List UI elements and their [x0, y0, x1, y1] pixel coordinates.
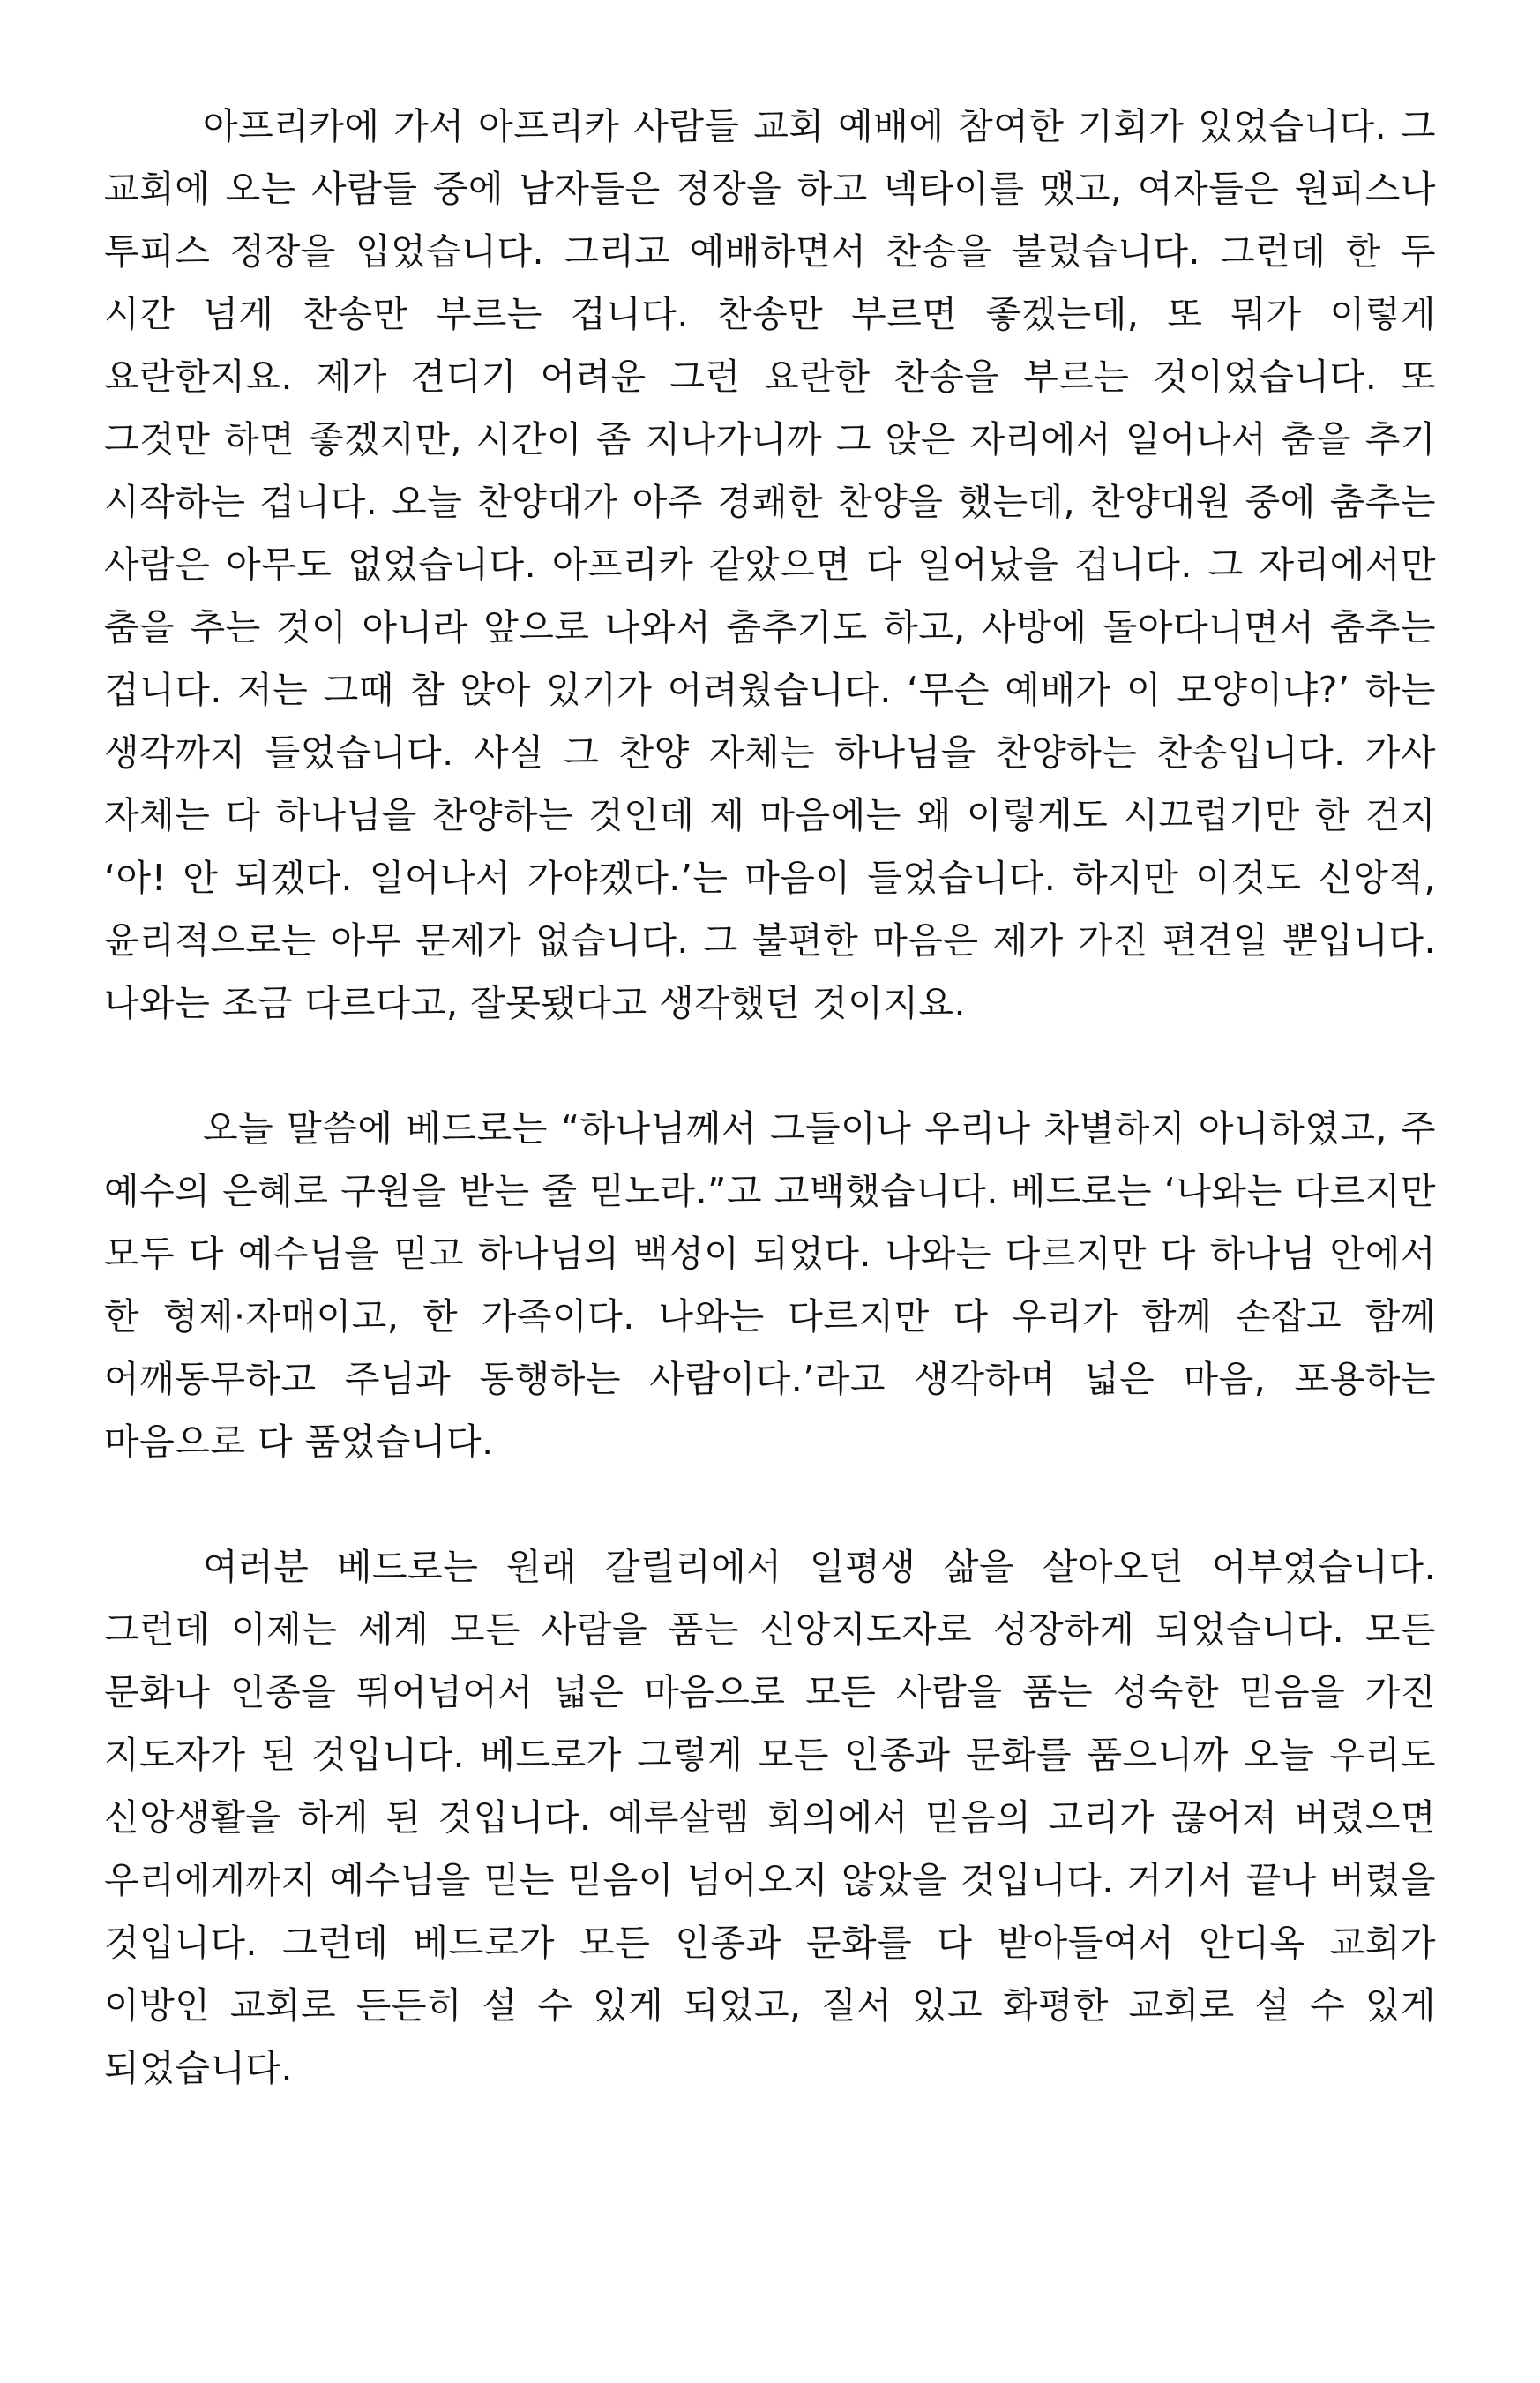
- document-page: [104, 95, 1436, 2100]
- paragraph-africa-worship: 아프리카에 가서 아프리카 사람들 교회 예배에 참여한 기회가 있었습니다. 그 교회에 오는 사람들 중에 남자들은 정장을 하고 넥타이를 맸고, 여자들은 원피스나 투피스 정장을 입었습니다. 그리고 예배하면서 찬송을 불렀습니다. 그런데 한 두 시간 넘게 찬송만 부르는 겁니다. 찬송만 부르면 좋겠는데, 또 뭐가 이렇게 요란한지요. 제가 견디기 어려운 그런 요란한 찬송을 부르는 것이었습니다. 또 그것만 하면 좋겠지만, 시간이 좀 지나가니까 그 앉은 자리에서 일어나서 춤을 추기 시작하는 겁니다. 오늘 찬양대가 아주 경쾌한 찬양을 했는데, 찬양대원 중에 춤추는 사람은 아무도 없었습니다. 아프리카 같았으면 다 일어났을 겁니다. 그 자리에서만 춤을 추는 것이 아니라 앞으로 나와서 춤추기도 하고, 사방에 돌아다니면서 춤추는 겁니다. 저는 그때 참 앉아 있기가 어려웠습니다. ‘무슨 예배가 이 모양이냐?’ 하는 생각까지 들었습니다. 사실 그 찬양 자체는 하나님을 찬양하는 찬송입니다. 가사 자체는 다 하나님을 찬양하는 것인데 제 마음에는 왜 이렇게도 시끄럽기만 한 건지 ‘아! 안 되겠다. 일어나서 가야겠다.’는 마음이 들었습니다. 하지만 이것도 신앙적, 윤리적으로는 아무 문제가 없습니다. 그 불편한 마음은 제가 가진 편견일 뿐입니다. 나와는 조금 다르다고, 잘못됐다고 생각했던 것이지요.: [104, 105, 1436, 1024]
- paragraph-peter-confession: 오늘 말씀에 베드로는 “하나님께서 그들이나 우리나 차별하지 아니하였고, 주 예수의 은혜로 구원을 받는 줄 믿노라.”고 고백했습니다. 베드로는 ‘나와는 다르지만 모두 다 예수님을 믿고 하나님의 백성이 되었다. 나와는 다르지만 다 하나님 안에서 한 형제·자매이고, 한 가족이다. 나와는 다르지만 다 우리가 함께 손잡고 함께 어깨동무하고 주님과 동행하는 사람이다.’라고 생각하며 넓은 마음, 포용하는 마음으로 다 품었습니다.: [104, 1107, 1436, 1463]
- paragraph-peter-leader: 여러분 베드로는 원래 갈릴리에서 일평생 삶을 살아오던 어부였습니다. 그런데 이제는 세계 모든 사람을 품는 신앙지도자로 성장하게 되었습니다. 모든 문화나 인종을 뛰어넘어서 넓은 마음으로 모든 사람을 품는 성숙한 믿음을 가진 지도자가 된 것입니다. 베드로가 그렇게 모든 인종과 문화를 품으니까 오늘 우리도 신앙생활을 하게 된 것입니다. 예루살렘 회의에서 믿음의 고리가 끊어져 버렸으면 우리에게까지 예수님을 믿는 믿음이 넘어오지 않았을 것입니다. 거기서 끝나 버렸을 것입니다. 그런데 베드로가 모든 인종과 문화를 다 받아들여서 안디옥 교회가 이방인 교회로 든든히 설 수 있게 되었고, 질서 있고 화평한 교회로 설 수 있게 되었습니다.: [104, 1546, 1436, 2089]
